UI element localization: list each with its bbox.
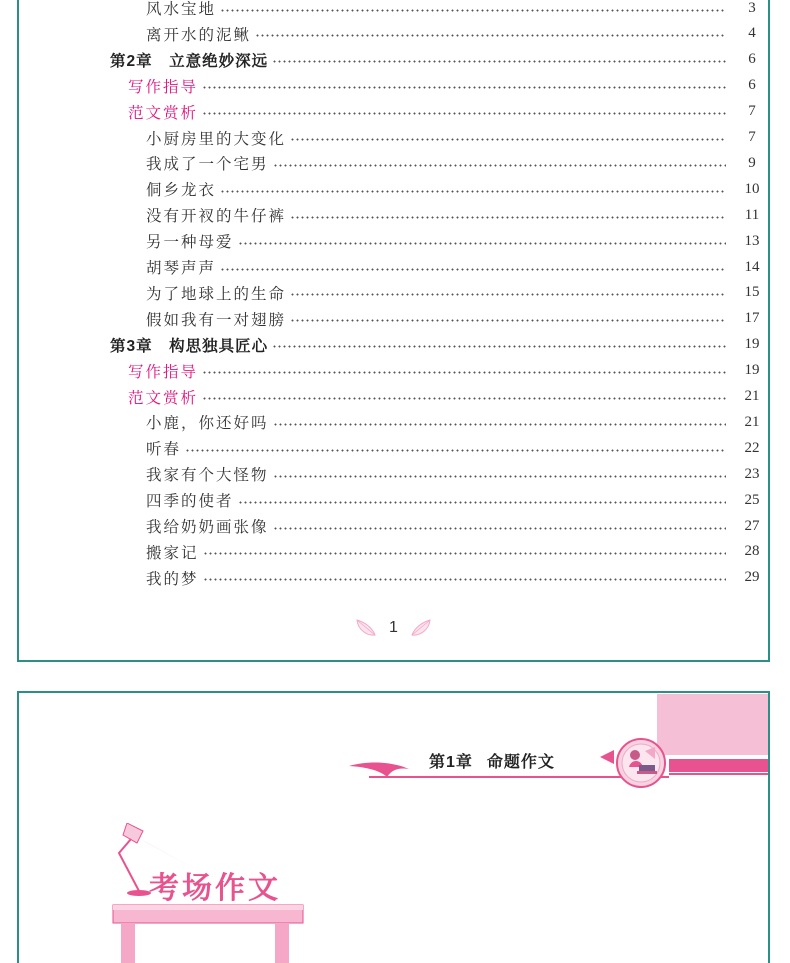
toc-entry-article[interactable] [19,514,768,538]
girl-reading-emblem-icon [615,737,667,789]
dot-leader [290,293,726,296]
toc-entry-title: 小鹿，你还好吗 [146,414,269,433]
dot-leader [202,86,726,89]
toc-page [17,0,770,662]
dot-leader [185,449,726,452]
toc-entry-page: 25 [744,491,760,508]
toc-entry-page: 6 [748,51,756,68]
dot-leader [273,423,726,426]
toc-entry-page: 23 [744,465,760,482]
toc-entry-section[interactable] [19,359,768,383]
dot-leader [220,9,726,12]
toc-entry-title: 听春 [146,440,182,459]
toc-entry-article[interactable] [19,566,768,590]
toc-entry-title: 四季的使者 [146,492,234,511]
dot-leader [202,371,726,374]
dot-leader [273,527,726,530]
toc-entry-article[interactable] [19,229,768,253]
toc-entry-title: 没有开衩的牛仔裤 [146,207,287,226]
toc-entry-title: 另一种母爱 [146,233,234,252]
dot-leader [203,552,726,555]
toc-entry-title: 我家有个大怪物 [146,466,269,485]
toc-entry-title: 我的梦 [146,569,199,588]
dot-leader [272,60,726,63]
dot-leader [202,112,726,115]
toc-entry-page: 13 [744,232,760,249]
dot-leader [255,34,726,37]
leaf-right-icon [410,618,432,638]
toc-entry-page: 9 [748,154,756,171]
toc-entry-article[interactable] [19,255,768,279]
toc-entry-article[interactable] [19,462,768,486]
toc-entry-title: 范文赏析 [128,103,199,122]
dot-leader [290,216,726,219]
toc-entry-page: 28 [744,543,760,560]
toc-entry-page: 27 [744,517,760,534]
dot-leader [220,190,726,193]
toc-entry-page: 19 [744,362,760,379]
toc-entry-page: 17 [744,310,760,327]
toc-entry-title: 小厨房里的大变化 [146,129,287,148]
toc-entry-title: 胡琴声声 [146,259,217,277]
toc-entry-page: 21 [744,388,760,404]
header-pink-stripe-thin [669,773,770,775]
toc-entry-title: 我成了一个宅男 [146,155,269,174]
toc-entry-article[interactable] [19,540,768,564]
leaf-left-icon [355,618,377,638]
chapter-label: 第1章 [429,754,473,771]
toc-entry-section[interactable] [19,100,768,124]
toc-entry-article[interactable] [19,488,768,512]
toc-entry-page: 3 [748,0,756,16]
toc-entry-article[interactable] [19,410,768,434]
toc-entry-title: 写作指导 [128,362,199,381]
toc-entry-page: 29 [744,569,760,586]
toc-entry-page: 14 [744,258,760,275]
chapter-page [17,691,770,963]
dot-leader [220,268,726,271]
toc-entry-page: 4 [748,25,756,42]
toc-entry-section[interactable] [19,74,768,98]
toc-entry-chapter[interactable] [19,48,768,72]
page-number: 1 [389,619,398,636]
toc-entry-title: 侗乡龙衣 [146,181,217,200]
toc-entry-article[interactable] [19,151,768,175]
header-pink-block [657,694,770,755]
toc-entry-title: 搬家记 [146,543,199,562]
page-number-row [19,618,768,638]
exam-composition-title: 考场作文 [149,871,281,906]
dot-leader [202,397,726,400]
toc-entry-chapter[interactable] [19,333,768,357]
toc-entry-article[interactable] [19,203,768,227]
arrow-left-icon [599,749,615,765]
toc-entry-title: 写作指导 [128,77,199,96]
toc-entry-article[interactable] [19,307,768,331]
toc-entry-title: 假如我有一对翅膀 [146,310,287,329]
toc-entry-article[interactable] [19,0,768,20]
toc-entry-article[interactable] [19,22,768,46]
chapter-header [429,749,555,772]
dot-leader [273,164,726,167]
dot-leader [238,501,726,504]
toc-entry-title: 离开水的泥鳅 [146,25,252,44]
dot-leader [238,242,726,245]
toc-entry-page: 7 [748,103,756,120]
toc-entry-title: 我给奶奶画张像 [146,518,269,536]
toc-entry-page: 19 [744,336,760,353]
dot-leader [272,345,726,348]
toc-entry-title: 第2章 立意绝妙深远 [110,52,269,70]
toc-entry-article[interactable] [19,281,768,305]
toc-entry-page: 6 [748,77,756,94]
toc-entry-article[interactable] [19,126,768,150]
toc-entry-page: 7 [748,129,756,145]
toc-entry-title: 第3章 构思独具匠心 [110,337,269,355]
toc-entry-page: 21 [744,413,760,430]
brush-stroke-icon [347,759,411,781]
toc-entry-title: 范文赏析 [128,388,199,407]
toc-entry-title: 风水宝地 [146,0,217,18]
dot-leader [290,319,726,322]
dot-leader [290,138,726,141]
toc-entry-article[interactable] [19,177,768,201]
chapter-title: 命题作文 [486,754,555,771]
toc-entry-section[interactable] [19,385,768,409]
toc-entry-article[interactable] [19,436,768,460]
toc-entry-page: 10 [744,180,760,197]
dot-leader [273,475,726,478]
toc-entry-page: 15 [744,284,760,301]
header-pink-stripe [669,759,770,772]
dot-leader [203,578,726,581]
toc-entry-title: 为了地球上的生命 [146,284,287,303]
toc-entry-page: 22 [744,439,760,456]
toc-entry-page: 11 [744,206,760,223]
